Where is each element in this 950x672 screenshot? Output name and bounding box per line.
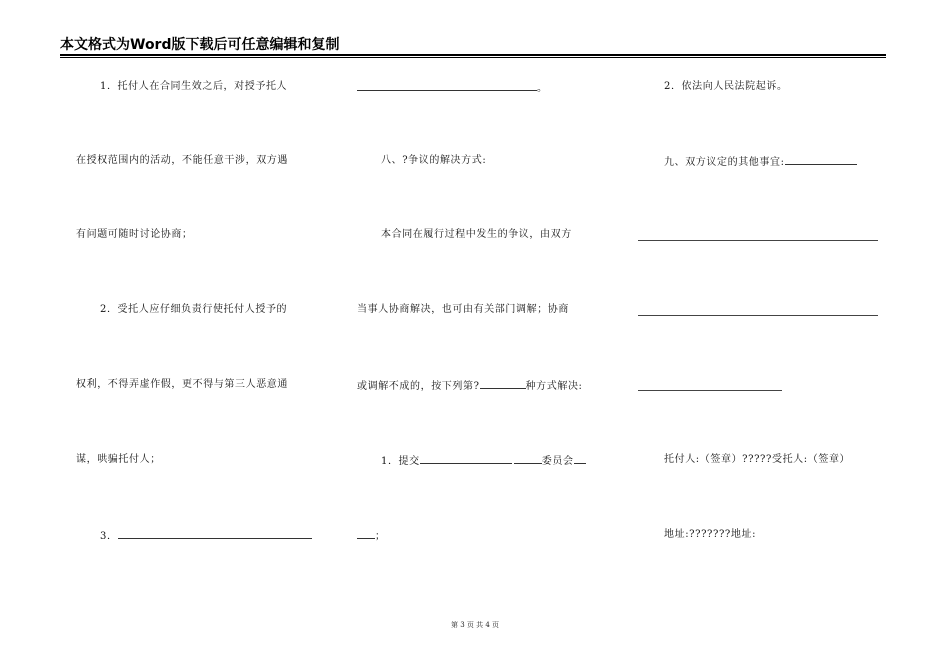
col1-line-3: 有问题可随时讨论协商； (76, 229, 193, 240)
col2-line-6-b: 委员会 (541, 456, 574, 467)
col2-blank-submit-2 (514, 453, 542, 464)
col3-blank-other-1 (785, 154, 857, 165)
col2-blank-continue (357, 528, 375, 539)
col2-line-7-suffix: ； (375, 531, 386, 542)
col1-line-5: 权利，不得弄虚作假，更不得与第三人恶意通 (76, 379, 288, 390)
col2-blank-choice (480, 378, 526, 389)
col1-line-6: 谋，哄骗托付人； (76, 454, 161, 465)
header-rule-thick (60, 54, 886, 56)
col2-line-3: 本合同在履行过程中发生的争议，由双方 (381, 229, 572, 240)
col2-line-7 (357, 528, 386, 544)
col2-line-4: 当事人协商解决，也可由有关部门调解；协商 (357, 304, 569, 315)
col2-blank-committee (574, 453, 586, 464)
col1-line-7-prefix: 3． (100, 531, 118, 542)
col1-line-2: 在授权范围内的活动，不能任意干涉，双方遇 (76, 155, 288, 166)
col3-line-1: 2．依法向人民法院起诉。 (664, 81, 788, 92)
col2-line-1 (357, 80, 548, 96)
col3-blank-other-3 (638, 315, 878, 316)
col3-blank-other-2 (638, 240, 878, 241)
col2-blank-1 (357, 80, 537, 91)
header-rule-thin (60, 57, 886, 58)
col2-line-6-a: 1．提交 (381, 456, 420, 467)
col1-line-4: 2．受托人应仔细负责行使托付人授予的 (100, 304, 288, 315)
document-header-title: 本文格式为Word版下载后可任意编辑和复制 (60, 37, 340, 53)
col2-line-2: 八、?争议的解决方式: (381, 155, 487, 166)
col3-line-2 (664, 154, 857, 170)
col2-line-5-b: 种方式解决: (525, 381, 583, 392)
col2-line-6 (381, 453, 586, 469)
col2-line-1-suffix: 。 (537, 83, 548, 94)
col1-line-1: 1．托付人在合同生效之后，对授予托人 (100, 81, 288, 92)
col3-blank-other-4 (638, 390, 782, 391)
col2-blank-submit (420, 453, 512, 464)
col1-line-7 (100, 528, 312, 544)
page-number-footer: 第 3 页 共 4 页 (450, 621, 500, 629)
col3-line-2-text: 九、双方议定的其他事宜: (664, 157, 785, 168)
col3-signature-line: 托付人:（签章）?????受托人:（签章） (664, 454, 851, 465)
col1-blank-3 (118, 528, 312, 539)
col2-line-5-a: 或调解不成的，按下列第? (357, 381, 480, 392)
col3-address-line: 地址:???????地址: (664, 529, 757, 540)
col2-line-5 (357, 378, 583, 394)
